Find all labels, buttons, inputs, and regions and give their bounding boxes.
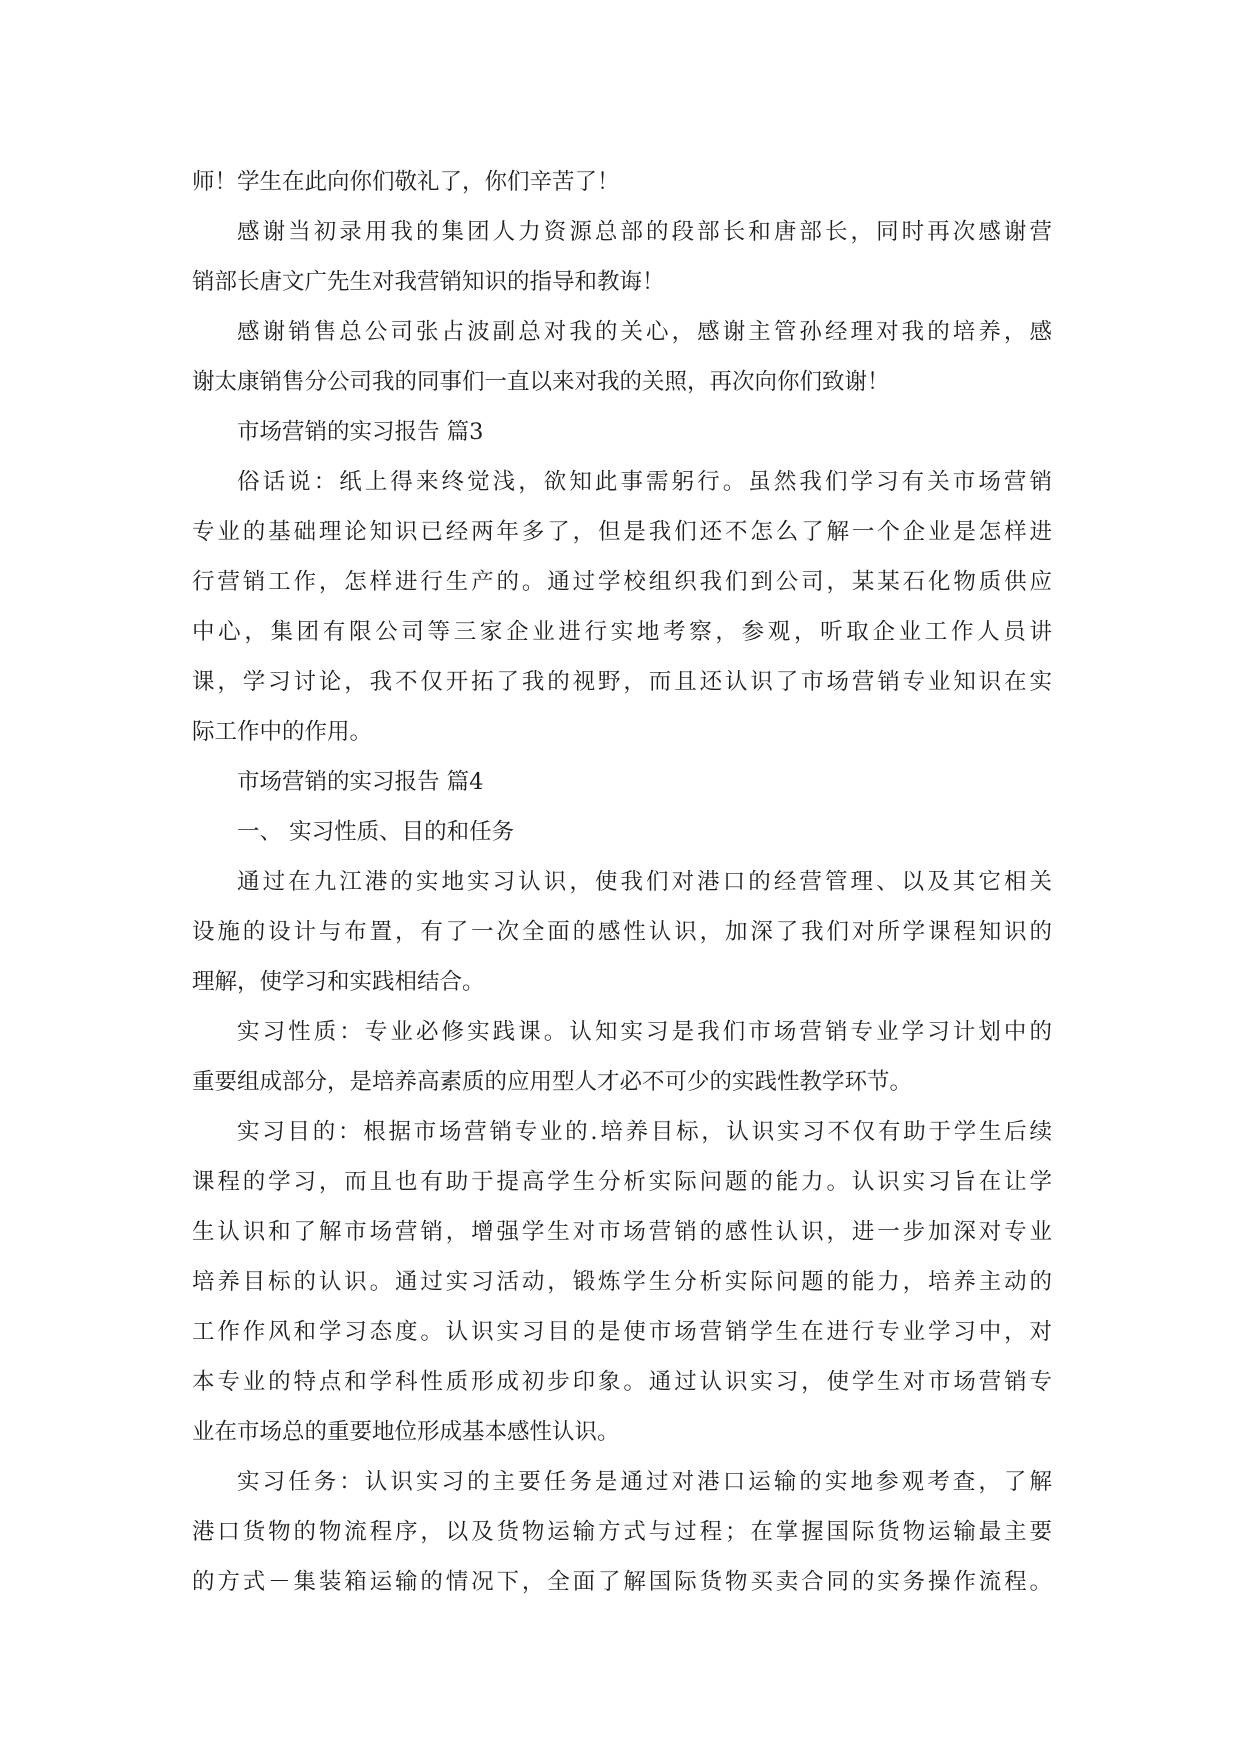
text-line: 市场营销的实习报告 篇3	[237, 419, 484, 445]
text-line: 实习性质：专业必修实践课。认知实习是我们市场营销专业学习计划中的	[237, 1019, 1052, 1045]
text-line: 的方式－集装箱运输的情况下，全面了解国际货物买卖合同的实务操作流程。	[192, 1569, 1052, 1595]
text-line: 行营销工作，怎样进行生产的。通过学校组织我们到公司，某某石化物质供应	[192, 569, 1052, 595]
text-line: 通过在九江港的实地实习认识，使我们对港口的经营管理、以及其它相关	[237, 869, 1052, 895]
text-line: 课程的学习，而且也有助于提高学生分析实际问题的能力。认识实习旨在让学	[192, 1169, 1052, 1195]
text-line: 培养目标的认识。通过实习活动，锻炼学生分析实际问题的能力，培养主动的	[192, 1269, 1052, 1295]
text-line: 师！学生在此向你们敬礼了，你们辛苦了！	[192, 169, 620, 195]
text-line: 俗话说：纸上得来终觉浅，欲知此事需躬行。虽然我们学习有关市场营销	[237, 469, 1052, 495]
text-line: 课，学习讨论，我不仅开拓了我的视野，而且还认识了市场营销专业知识在实	[192, 669, 1052, 695]
text-line: 市场营销的实习报告 篇4	[237, 769, 484, 795]
text-line: 生认识和了解市场营销，增强学生对市场营销的感性认识，进一步加深对专业	[192, 1219, 1052, 1245]
text-line: 感谢销售总公司张占波副总对我的关心，感谢主管孙经理对我的培养，感	[237, 319, 1052, 345]
text-line: 理解，使学习和实践相结合。	[192, 969, 485, 995]
text-line: 中心，集团有限公司等三家企业进行实地考察，参观，听取企业工作人员讲	[192, 619, 1052, 645]
text-line: 一、 实习性质、目的和任务	[237, 819, 515, 845]
text-line: 工作作风和学习态度。认识实习目的是使市场营销学生在进行专业学习中，对	[192, 1319, 1052, 1345]
text-line: 销部长唐文广先生对我营销知识的指导和教诲！	[192, 269, 665, 295]
document-body	[192, 157, 1052, 1607]
text-line: 实习任务：认识实习的主要任务是通过对港口运输的实地参观考查，了解	[237, 1469, 1052, 1495]
text-line: 业在市场总的重要地位形成基本感性认识。	[192, 1419, 620, 1445]
text-line: 际工作中的作用。	[192, 719, 373, 745]
text-line: 感谢当初录用我的集团人力资源总部的段部长和唐部长，同时再次感谢营	[237, 219, 1052, 245]
text-line: 专业的基础理论知识已经两年多了，但是我们还不怎么了解一个企业是怎样进	[192, 519, 1052, 545]
text-line: 本专业的特点和学科性质形成初步印象。通过认识实习，使学生对市场营销专	[192, 1369, 1052, 1395]
text-line: 设施的设计与布置，有了一次全面的感性认识，加深了我们对所学课程知识的	[192, 919, 1052, 945]
text-line: 港口货物的物流程序，以及货物运输方式与过程；在掌握国际货物运输最主要	[192, 1519, 1052, 1545]
text-line: 实习目的：根据市场营销专业的.培养目标，认识实习不仅有助于学生后续	[237, 1119, 1052, 1145]
text-line: 重要组成部分，是培养高素质的应用型人才必不可少的实践性教学环节。	[192, 1069, 913, 1095]
text-line: 谢太康销售分公司我的同事们一直以来对我的关照，再次向你们致谢！	[192, 369, 890, 395]
